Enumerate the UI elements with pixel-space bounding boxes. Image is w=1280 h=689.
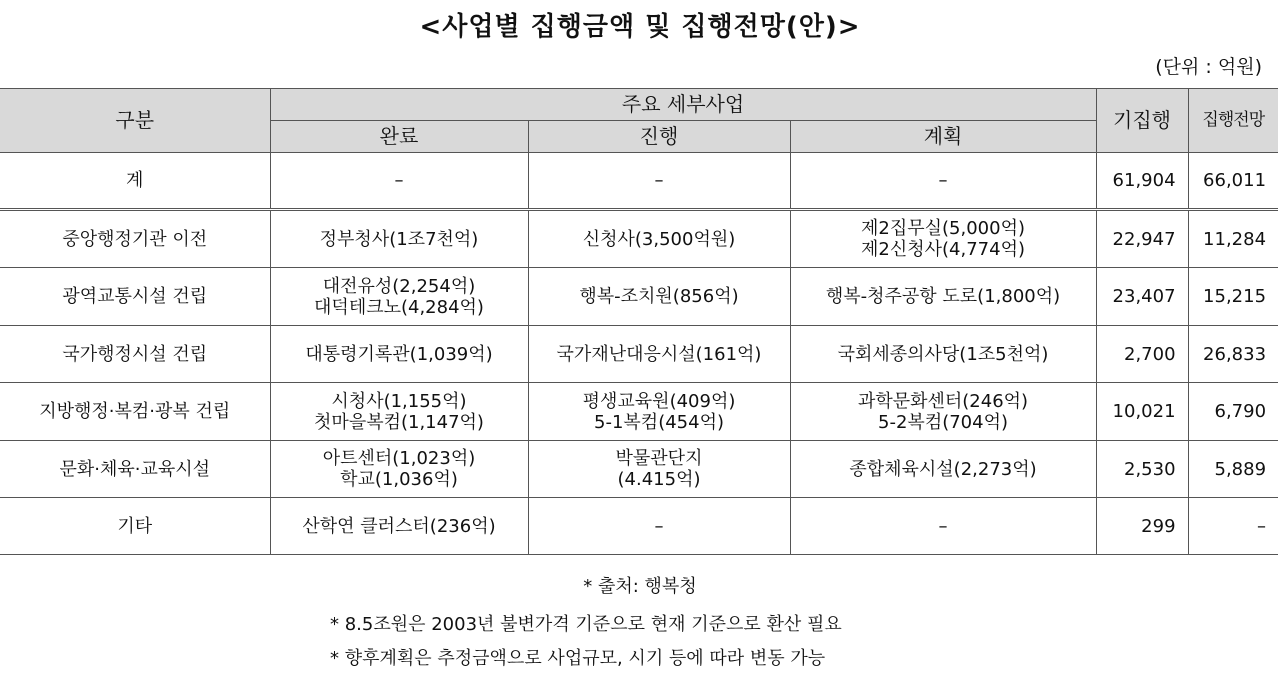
execution-table: [0, 88, 1278, 555]
cell-completed: [270, 441, 528, 498]
project-item: 종합체육시설(2,273억): [849, 458, 1037, 480]
cell-forecast: 5,889: [1188, 441, 1278, 498]
project-item: –: [654, 515, 664, 537]
project-item: 박물관단지: [615, 448, 703, 469]
cell-forecast: –: [1188, 498, 1278, 555]
cell-completed: [270, 210, 528, 268]
project-item: 행복-조치원(856억): [579, 286, 739, 307]
project-item: 국가재난대응시설(161억): [556, 343, 762, 365]
cell-in-progress: [528, 268, 790, 326]
project-item: 첫마을복컴(1,147억): [314, 411, 484, 433]
project-item: 신청사(3,500억원): [582, 228, 736, 250]
project-item: 5-1복컴(454억): [594, 411, 724, 433]
cell-executed: 23,407: [1096, 268, 1188, 326]
cell-planned: [790, 153, 1096, 210]
cell-completed: [270, 268, 528, 326]
table-row: [0, 153, 1278, 210]
row-name: 기타: [0, 498, 270, 555]
project-item: –: [654, 170, 664, 191]
cell-in-progress: [528, 441, 790, 498]
table-row: [0, 383, 1278, 441]
project-item: 국회세종의사당(1조5천억): [837, 343, 1049, 365]
project-item: 대덕테크노(4,284억): [314, 296, 484, 318]
header-major-projects: 주요 세부사업: [270, 89, 1096, 121]
header-planned: 계획: [790, 121, 1096, 153]
project-item: –: [938, 170, 948, 191]
project-item: 학교(1,036억): [340, 469, 458, 490]
cell-completed: [270, 383, 528, 441]
cell-completed: [270, 498, 528, 555]
row-name: 중앙행정기관 이전: [0, 210, 270, 268]
cell-executed: 10,021: [1096, 383, 1188, 441]
cell-forecast: 26,833: [1188, 326, 1278, 383]
table-row: [0, 268, 1278, 326]
project-item: 5-2복컴(704억): [878, 411, 1008, 433]
table-row: [0, 326, 1278, 383]
cell-executed: 299: [1096, 498, 1188, 555]
project-item: 대전유성(2,254억): [322, 275, 476, 297]
cell-in-progress: [528, 383, 790, 441]
project-item: 제2신청사(4,774억): [861, 239, 1025, 260]
project-item: 행복-청주공항 도로(1,800억): [825, 286, 1061, 307]
project-item: 대통령기록관(1,039억): [305, 343, 493, 365]
document-title: <사업별 집행금액 및 집행전망(안)>: [419, 12, 861, 42]
project-item: 아트센터(1,023억): [322, 448, 476, 469]
project-item: –: [394, 170, 404, 191]
table-row: [0, 210, 1278, 268]
cell-forecast: 15,215: [1188, 268, 1278, 326]
project-item: (4.415억): [617, 469, 701, 490]
row-name: 문화·체육·교육시설: [0, 441, 270, 498]
footnote-conversion: * 8.5조원은 2003년 불변가격 기준으로 현재 기준으로 환산 필요: [330, 614, 842, 635]
unit-label: (단위 : 억원): [1155, 56, 1262, 78]
row-name: 계: [0, 153, 270, 210]
project-item: 과학문화센터(246억): [857, 390, 1029, 412]
row-name: 광역교통시설 건립: [0, 268, 270, 326]
project-item: 정부청사(1조7천억): [319, 228, 479, 250]
project-item: –: [938, 515, 948, 537]
cell-planned: [790, 441, 1096, 498]
cell-in-progress: [528, 153, 790, 210]
cell-forecast: 11,284: [1188, 210, 1278, 268]
project-item: 시청사(1,155억): [331, 390, 467, 412]
table-row: [0, 498, 1278, 555]
cell-planned: [790, 268, 1096, 326]
project-item: 제2집무실(5,000억): [861, 218, 1025, 239]
row-name: 지방행정·복컴·광복 건립: [0, 383, 270, 441]
project-item: 산학연 클러스터(236억): [302, 515, 496, 537]
table-row: [0, 441, 1278, 498]
cell-completed: [270, 326, 528, 383]
notes: [0, 570, 1280, 669]
footnote-forecast: * 향후계획은 추정금액으로 사업규모, 시기 등에 따라 변동 가능: [330, 648, 826, 669]
table-body: [0, 153, 1278, 555]
cell-in-progress: [528, 210, 790, 268]
cell-in-progress: [528, 326, 790, 383]
header-in-progress: 진행: [528, 121, 790, 153]
cell-planned: [790, 326, 1096, 383]
header-forecast: 집행전망: [1188, 89, 1278, 153]
project-item: 평생교육원(409억): [582, 390, 736, 412]
header-completed: 완료: [270, 121, 528, 153]
cell-planned: [790, 210, 1096, 268]
cell-forecast: 6,790: [1188, 383, 1278, 441]
cell-executed: 2,530: [1096, 441, 1188, 498]
cell-completed: [270, 153, 528, 210]
cell-executed: 22,947: [1096, 210, 1188, 268]
source-note: * 출처: 행복청: [583, 576, 697, 597]
row-name: 국가행정시설 건립: [0, 326, 270, 383]
header-executed: 기집행: [1096, 89, 1188, 153]
cell-planned: [790, 498, 1096, 555]
cell-executed: 61,904: [1096, 153, 1188, 210]
cell-executed: 2,700: [1096, 326, 1188, 383]
cell-planned: [790, 383, 1096, 441]
cell-forecast: 66,011: [1188, 153, 1278, 210]
cell-in-progress: [528, 498, 790, 555]
header-group: 구분: [0, 89, 270, 153]
